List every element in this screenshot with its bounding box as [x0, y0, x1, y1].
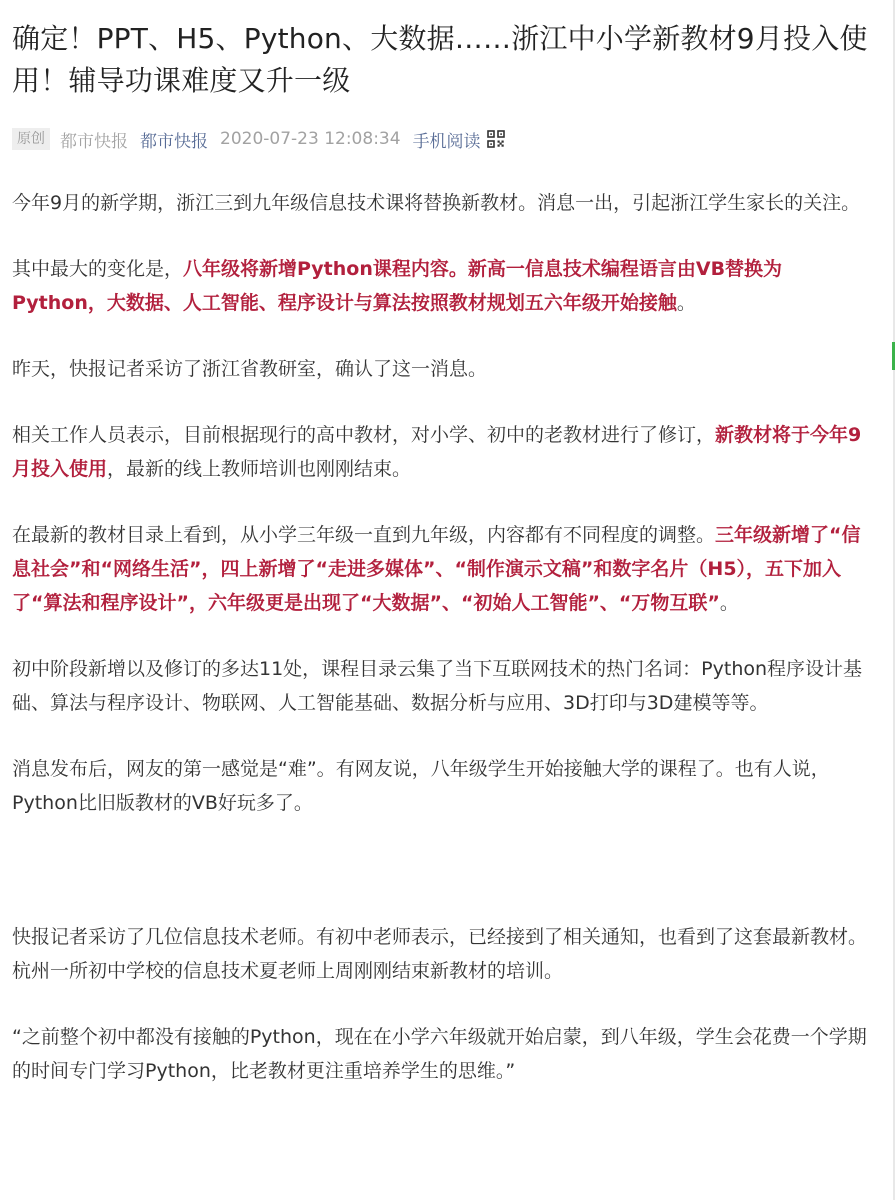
highlight-text: 新教材将于今年9月投入使用 [12, 424, 862, 480]
qr-code-icon[interactable] [487, 130, 505, 148]
paragraph-text: 其中最大的变化是， [12, 258, 184, 280]
article-meta [12, 126, 870, 152]
paragraph-3: 昨天，快报记者采访了浙江省教研室，确认了这一消息。 [12, 358, 488, 380]
paragraph-8: 快报记者采访了几位信息技术老师。有初中老师表示，已经接到了相关通知，也看到了这套最新教材。杭州一所初中学校的信息技术夏老师上周刚刚结束新教材的培训。 [12, 926, 868, 982]
blank-space [12, 852, 870, 920]
article-body [12, 186, 870, 1088]
original-badge: 原创 [12, 128, 50, 150]
paragraph-text: 在最新的教材目录上看到，从小学三年级一直到九年级，内容都有不同程度的调整。 [12, 524, 716, 546]
paragraph-text: 。 [676, 292, 696, 314]
mobile-read-link[interactable]: 手机阅读 [412, 131, 481, 152]
account-link[interactable]: 都市快报 [140, 131, 208, 152]
paragraph-1: 今年9月的新学期，浙江三到九年级信息技术课将替换新教材。消息一出，引起浙江学生家长的关注。 [12, 192, 861, 214]
source-name: 都市快报 [60, 131, 128, 152]
article-page [12, 0, 870, 1120]
highlight-text: 八年级将新增Python课程内容。新高一信息技术编程语言由VB替换为Python，大数据、人工智能、程序设计与算法按照教材规划五六年级开始接触 [12, 258, 783, 314]
paragraph-text: 相关工作人员表示，目前根据现行的高中教材，对小学、初中的老教材进行了修订， [12, 424, 716, 446]
paragraph-6: 初中阶段新增以及修订的多达11处，课程目录云集了当下互联网技术的热门名词：Python程序设计基础、算法与程序设计、物联网、人工智能基础、数据分析与应用、3D打印与3D建模等等。 [12, 658, 863, 714]
paragraph-9: “之前整个初中都没有接触的Python，现在在小学六年级就开始启蒙，到八年级，学生会花费一个学期的时间专门学习Python，比老教材更注重培养学生的思维。” [12, 1026, 867, 1082]
paragraph-5 [12, 518, 870, 620]
paragraph-text: 。 [719, 592, 739, 614]
publish-date: 2020-07-23 12:08:34 [220, 129, 401, 149]
paragraph-2 [12, 252, 870, 320]
paragraph-7: 消息发布后，网友的第一感觉是“难”。有网友说，八年级学生开始接触大学的课程了。也有人说，Python比旧版教材的VB好玩多了。 [12, 758, 830, 814]
article-title: 确定！PPT、H5、Python、大数据……浙江中小学新教材9月投入使用！辅导功课难度又升一级 [12, 22, 868, 97]
highlight-text: 三年级新增了“信息社会”和“网络生活”，四上新增了“走进多媒体”、“制作演示文稿”和数字名片（H5），五下加入了“算法和程序设计”，六年级更是出现了“大数据”、“初始人工智能”、“万物互联” [12, 524, 861, 614]
paragraph-text: ，最新的线上教师培训也刚刚结束。 [107, 458, 412, 480]
paragraph-4 [12, 418, 870, 486]
